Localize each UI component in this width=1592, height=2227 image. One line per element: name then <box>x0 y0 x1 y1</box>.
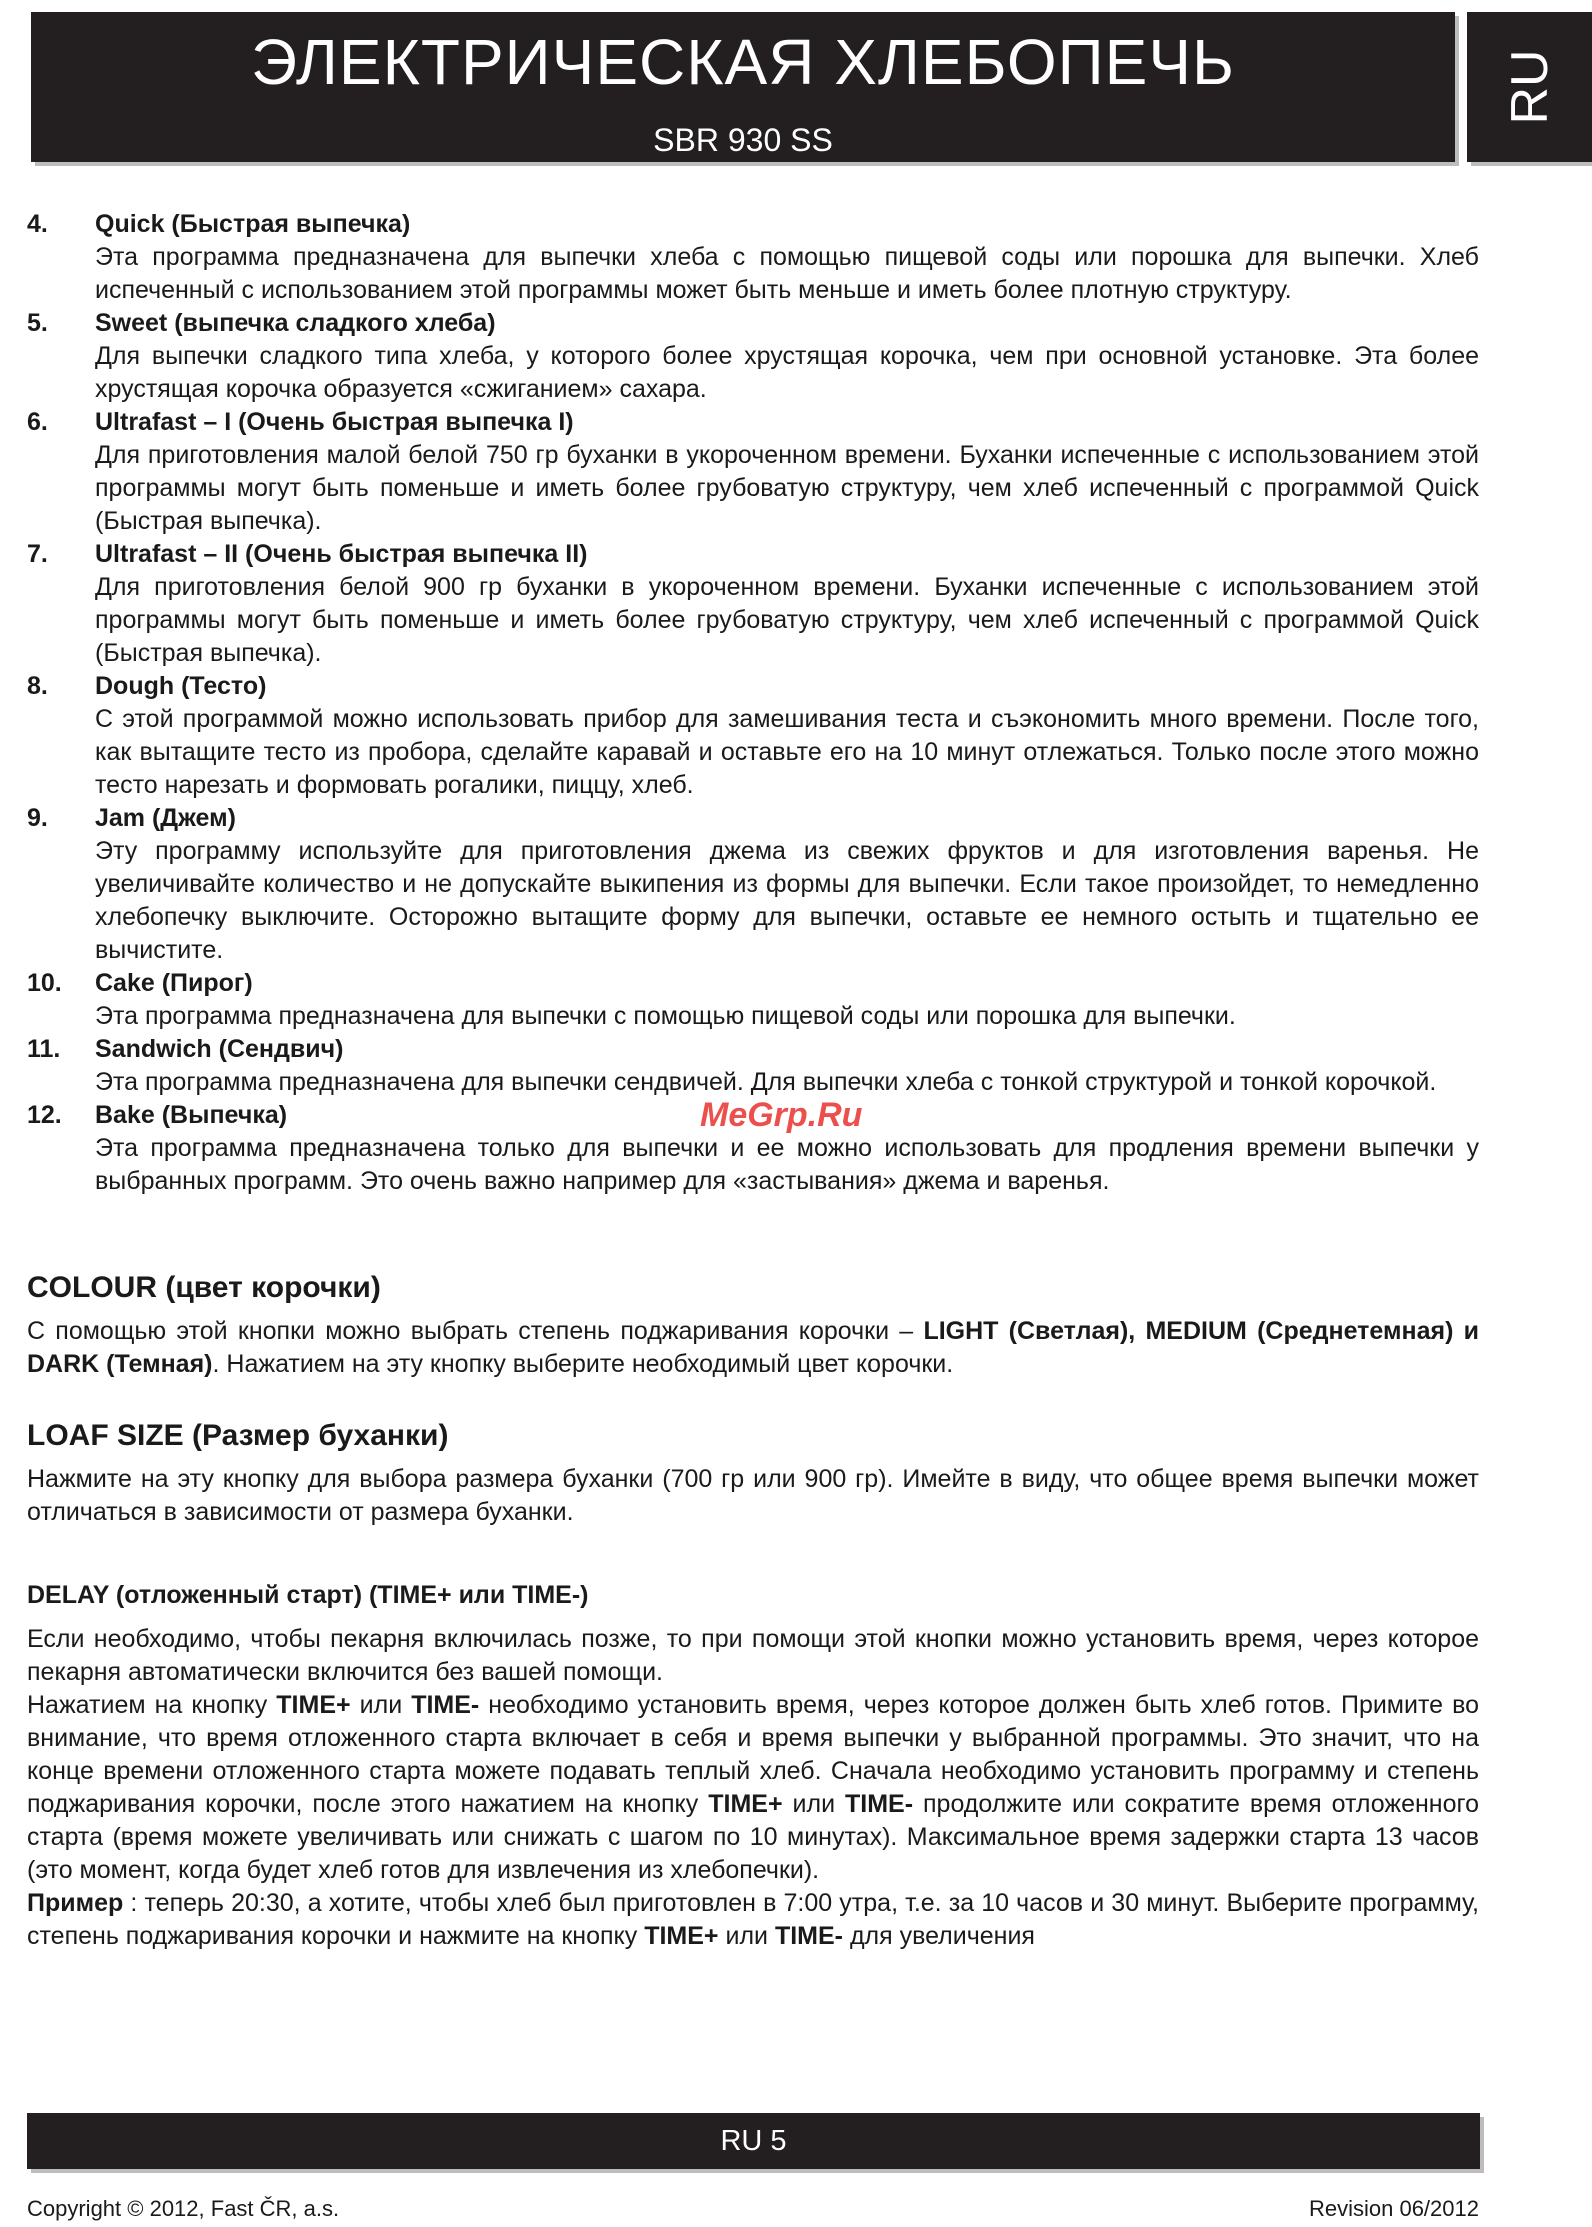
program-number: 11. <box>27 1035 61 1063</box>
program-number: 4. <box>27 210 48 238</box>
program-name: Quick (Быстрая выпечка) <box>95 210 411 238</box>
language-tab <box>1467 12 1592 162</box>
program-name: Cake (Пирог) <box>95 969 253 997</box>
program-item <box>27 538 1479 670</box>
program-name: Ultrafast – II (Очень быстрая выпечка II) <box>95 540 588 568</box>
program-description: С этой программой можно использовать прибор для замешивания теста и съэкономить много времени. После того, как вытащите тесто из пробора, сделайте каравай и оставьте его на 10 минут отлежаться. Только после этого можно тесто нарезать и формовать рогалики, пиццу, хлеб. <box>95 705 1479 799</box>
program-item <box>27 670 1479 802</box>
program-name: Sweet (выпечка сладкого хлеба) <box>95 309 496 337</box>
program-description: Эта программа предназначена для выпечки хлеба с помощью пищевой соды или порошка для выпечки. Хлеб испеченный с использованием этой программы может быть меньше и иметь более плотную структуру. <box>95 243 1479 304</box>
program-name: Sandwich (Сендвич) <box>95 1035 344 1063</box>
program-number: 12. <box>27 1101 62 1129</box>
program-name: Dough (Тесто) <box>95 672 267 700</box>
program-item <box>27 406 1479 538</box>
document-body <box>27 208 1479 1953</box>
copyright: Copyright © 2012, Fast ČR, a.s. <box>27 2196 340 2221</box>
program-description: Эта программа предназначена для выпечки сендвичей. Для выпечки хлеба с тонкой структурой и тонкой корочкой. <box>95 1068 1437 1096</box>
program-description: Для приготовления белой 900 гр буханки в укороченном времени. Буханки испеченные с использованием этой программы могут быть поменьше и иметь более грубоватую структуру, чем хлеб испеченный с программой Quick (Быстрая выпечка). <box>95 573 1479 667</box>
program-description: Эта программа предназначена для выпечки с помощью пищевой соды или порошка для выпечки. <box>95 1002 1236 1030</box>
page-number-bar <box>27 2113 1480 2169</box>
delay-heading: DELAY (отложенный старт) (TIME+ или TIME-) <box>27 1581 589 1609</box>
program-description: Для приготовления малой белой 750 гр буханки в укороченном времени. Буханки испеченные с использованием этой программы могут быть поменьше и иметь более грубоватую структуру, чем хлеб испеченный с программой Quick (Быстрая выпечка). <box>95 441 1479 535</box>
loaf-size-text: Нажмите на эту кнопку для выбора размера буханки (700 гр или 900 гр). Имейте в виду, что общее время выпечки может отличаться в зависимости от размера буханки. <box>27 1465 1479 1526</box>
program-number: 6. <box>27 408 48 436</box>
language-label: RU <box>1500 49 1559 125</box>
program-number: 7. <box>27 540 48 568</box>
colour-heading: COLOUR (цвет корочки) <box>27 1271 381 1304</box>
program-number: 5. <box>27 309 48 337</box>
program-item <box>27 1033 1479 1099</box>
delay-text-2: Нажатием на кнопку TIME+ или TIME- необходимо установить время, через которое должен быть хлеб готов. Примите во внимание, что время отложенного старта включает в себя и время выпечки у выбранной программы. Это значит, что на конце времени отложенного старта можете подавать теплый хлеб. Сначала необходимо установить программу и степень поджаривания корочки, после этого нажатием на кнопку TIME+ или TIME- продолжите или сократите время отложенного старта (время можете увеличивать или снижать с шагом по 10 минутах). Максимальное время задержки старта 13 часов (это момент, когда будет хлеб готов для извлечения из хлебопечки). <box>27 1691 1479 1884</box>
program-name: Bake (Выпечка) <box>95 1101 288 1129</box>
colour-text: С помощью этой кнопки можно выбрать степень поджаривания корочки – LIGHT (Светлая), MEDIUM (Среднетемная) и DARK (Темная). Нажатием на эту кнопку выберите необходимый цвет корочки. <box>27 1317 1479 1378</box>
document-title: ЭЛЕКТРИЧЕСКАЯ ХЛЕБОПЕЧЬ <box>251 26 1235 98</box>
revision: Revision 06/2012 <box>1308 2196 1479 2221</box>
program-item <box>27 307 1479 406</box>
program-description: Эту программу используйте для приготовления джема из свежих фруктов и для изготовления варенья. Не увеличивайте количество и не допускайте выкипения из формы для выпечки. Если такое произойдет, то немедленно хлебопечку выключите. Осторожно вытащите форму для выпечки, оставьте ее немного остыть и тщательно ее вычистите. <box>95 837 1479 964</box>
page-header <box>31 12 1455 162</box>
page-number: RU 5 <box>720 2125 787 2157</box>
program-name: Jam (Джем) <box>95 804 236 832</box>
loaf-size-section <box>27 1416 1479 1529</box>
program-item <box>27 802 1479 967</box>
program-item <box>27 208 1479 307</box>
delay-section <box>27 1579 1479 1953</box>
colour-section <box>27 1268 1479 1381</box>
program-number: 8. <box>27 672 48 700</box>
program-number: 10. <box>27 969 62 997</box>
program-number: 9. <box>27 804 48 832</box>
program-description: Для выпечки сладкого типа хлеба, у которого более хрустящая корочка, чем при основной установке. Эта более хрустящая корочка образуется «сжиганием» сахара. <box>95 342 1479 403</box>
loaf-size-heading: LOAF SIZE (Размер буханки) <box>27 1419 449 1452</box>
delay-text-1: Если необходимо, чтобы пекарня включилась позже, то при помощи этой кнопки можно установить время, через которое пекарня автоматически включится без вашей помощи. <box>27 1625 1479 1686</box>
program-item <box>27 967 1479 1033</box>
program-list <box>27 208 1479 1198</box>
program-name: Ultrafast – I (Очень быстрая выпечка I) <box>95 408 574 436</box>
delay-example: Пример : теперь 20:30, а хотите, чтобы хлеб был приготовлен в 7:00 утра, т.е. за 10 часов и 30 минут. Выберите программу, степень поджаривания корочки и нажмите на кнопку TIME+ или TIME- для увеличения <box>27 1889 1479 1950</box>
model-number: SBR 930 SS <box>653 122 833 158</box>
watermark: MeGrp.Ru <box>700 1096 863 1134</box>
program-description: Эта программа предназначена только для выпечки и ее можно использовать для продления времени выпечки у выбранных программ. Это очень важно например для «застывания» джема и варенья. <box>95 1134 1479 1195</box>
